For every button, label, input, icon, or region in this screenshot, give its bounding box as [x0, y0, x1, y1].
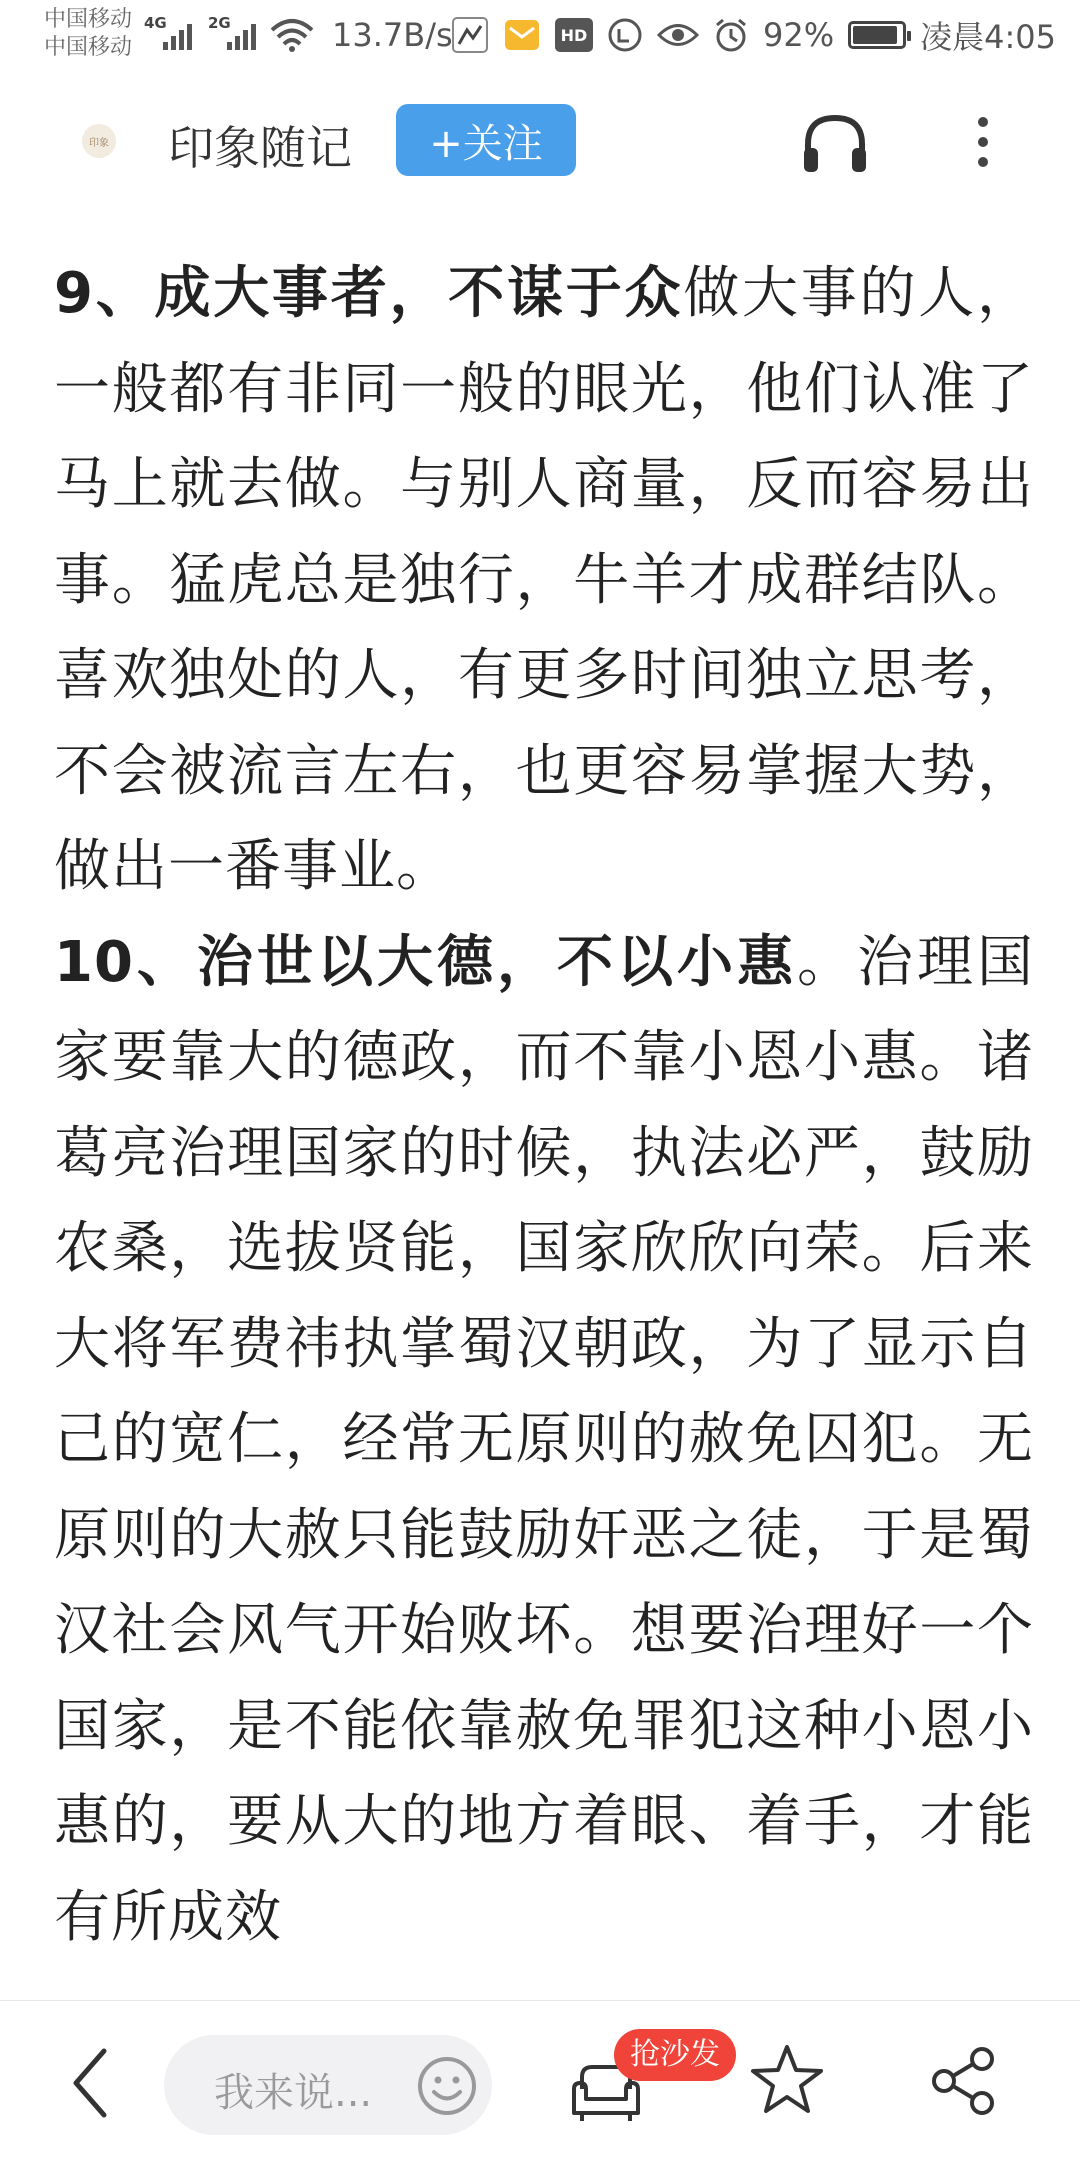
battery-percent: 92% — [763, 16, 835, 54]
bottom-action-bar — [0, 2000, 1080, 2160]
volte-icon — [607, 17, 643, 53]
carrier-2: 中国移动 — [44, 35, 133, 60]
section-text-10: 。治理国家要靠大的德政，而不靠小恩小惠。诸葛亮治理国家的时候，执法必严，鼓励农桑，选拔贤能，国家欣欣向荣。后来大将军费祎执掌蜀汉朝政，为了显示自己的宽仁，经常无原则的赦免囚犯。无原则的大赦只能鼓励奸恶之徒，于是蜀汉社会风气开始败坏。想要治理好一个国家，是不能依靠赦免罪犯这种小恩小惠的，要从大的地方着眼、着手，才能有所成效 — [54, 929, 1034, 1950]
clock: 凌晨4:05 — [920, 18, 1056, 56]
share-icon[interactable] — [928, 2045, 1000, 2117]
article-paragraph-9 — [54, 246, 1034, 915]
status-icons — [451, 12, 1056, 58]
account-name[interactable]: 印象随记 — [168, 121, 352, 175]
article-header — [0, 94, 1080, 190]
account-avatar[interactable]: 印象 — [82, 124, 116, 158]
signal-icon — [226, 22, 260, 50]
battery-icon — [848, 21, 906, 49]
comment-placeholder: 我来说... — [214, 2070, 373, 2116]
more-options-icon[interactable] — [968, 112, 998, 172]
carrier-1: 中国移动 — [44, 7, 133, 32]
carrier-labels — [44, 6, 132, 62]
article-body — [54, 246, 1034, 1996]
section-heading-9: 9、成大事者，不谋于众 — [54, 261, 684, 326]
network-speed: 13.7B/s — [332, 16, 453, 54]
grab-sofa-badge[interactable]: 抢沙发 — [614, 2029, 736, 2081]
battery-fill — [853, 26, 897, 44]
alarm-icon — [713, 17, 749, 53]
emoji-icon[interactable] — [416, 2055, 478, 2117]
signal-icon — [162, 22, 196, 50]
star-icon[interactable] — [748, 2041, 826, 2119]
status-bar — [0, 0, 1080, 74]
network-type-1: 4G — [144, 14, 167, 32]
eye-icon — [657, 20, 699, 50]
section-text-9: 做大事的人，一般都有非同一般的眼光，他们认准了马上就去做。与别人商量，反而容易出事。猛虎总是独行，牛羊才成群结队。喜欢独处的人，有更多时间独立思考，不会被流言左右，也更容易掌握大势，做出一番事业。 — [54, 261, 1034, 899]
network-type-2: 2G — [208, 14, 231, 32]
hd-icon: HD — [555, 18, 593, 52]
follow-button[interactable]: +关注 — [396, 104, 576, 176]
comment-input[interactable] — [164, 2035, 492, 2135]
article-paragraph-10 — [54, 915, 1034, 1966]
back-arrow-icon[interactable] — [64, 2043, 124, 2123]
app-badge-icon — [451, 16, 489, 54]
section-heading-10: 10、治世以大德，不以小惠 — [54, 929, 797, 995]
headphone-icon[interactable] — [800, 108, 870, 178]
mail-icon — [503, 16, 541, 54]
wifi-icon — [270, 18, 314, 52]
